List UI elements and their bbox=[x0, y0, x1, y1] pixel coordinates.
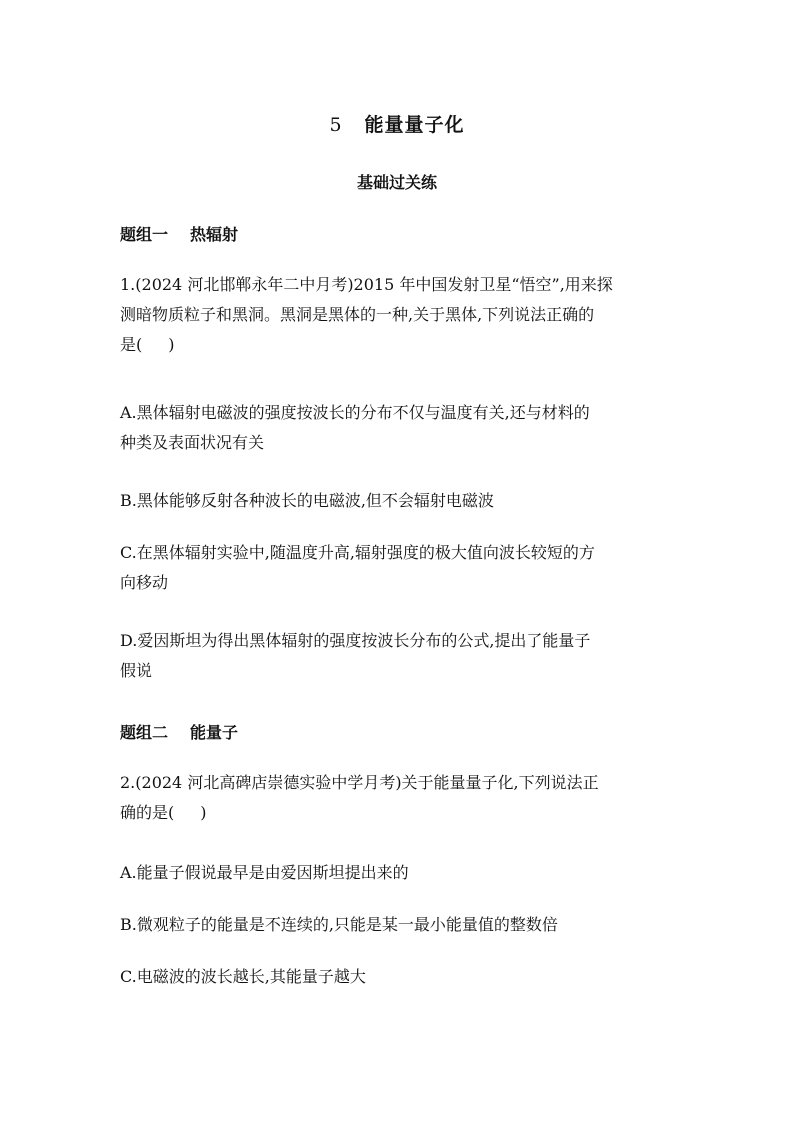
option-c-line: C.电磁波的波长越长,其能量子越大 bbox=[120, 967, 366, 986]
question-2-line-2: 确的是( ) bbox=[120, 803, 207, 822]
section-number: 5 bbox=[329, 114, 343, 136]
question-2-line-1: 2.(2024 河北高碑店崇德实验中学月考)关于能量量子化,下列说法正 bbox=[120, 773, 599, 792]
group-name: 热辐射 bbox=[190, 225, 239, 244]
question-2-option-a bbox=[120, 858, 680, 888]
question-1-line-2: 测暗物质粒子和黑洞。黑洞是黑体的一种,关于黑体,下列说法正确的 bbox=[120, 305, 595, 324]
group-label: 题组一 bbox=[120, 225, 169, 244]
option-c-line-1: C.在黑体辐射实验中,随温度升高,辐射强度的极大值向波长较短的方 bbox=[120, 543, 595, 562]
option-b-line: B.黑体能够反射各种波长的电磁波,但不会辐射电磁波 bbox=[120, 491, 494, 510]
group-name: 能量子 bbox=[190, 723, 239, 742]
option-d-line-2: 假说 bbox=[120, 661, 153, 680]
option-d-line-1: D.爱因斯坦为得出黑体辐射的强度按波长分布的公式,提出了能量子 bbox=[120, 631, 591, 650]
option-a-line-2: 种类及表面状况有关 bbox=[120, 433, 265, 452]
page-title bbox=[0, 110, 794, 137]
question-1-option-a bbox=[120, 398, 680, 458]
option-b-line: B.微观粒子的能量是不连续的,只能是某一最小能量值的整数倍 bbox=[120, 915, 558, 934]
question-1-line-3: 是( ) bbox=[120, 335, 175, 354]
option-a-line: A.能量子假说最早是由爱因斯坦提出来的 bbox=[120, 863, 409, 882]
question-2-option-c bbox=[120, 962, 680, 992]
option-c-line-2: 向移动 bbox=[120, 573, 169, 592]
section-title: 能量量子化 bbox=[364, 114, 465, 136]
question-2-option-b bbox=[120, 910, 680, 940]
question-1-line-1: 1.(2024 河北邯郸永年二中月考)2015 年中国发射卫星“悟空”,用来探 bbox=[120, 275, 613, 294]
question-2-stem bbox=[120, 768, 680, 828]
question-1-stem bbox=[120, 270, 680, 360]
group-heading-2 bbox=[120, 720, 238, 743]
question-1-option-d bbox=[120, 626, 680, 686]
option-a-line-1: A.黑体辐射电磁波的强度按波长的分布不仅与温度有关,还与材料的 bbox=[120, 403, 590, 422]
group-heading-1 bbox=[120, 222, 238, 245]
question-1-option-c bbox=[120, 538, 680, 598]
question-1-option-b bbox=[120, 486, 680, 516]
practice-subtitle: 基础过关练 bbox=[356, 173, 437, 192]
group-label: 题组二 bbox=[120, 723, 169, 742]
